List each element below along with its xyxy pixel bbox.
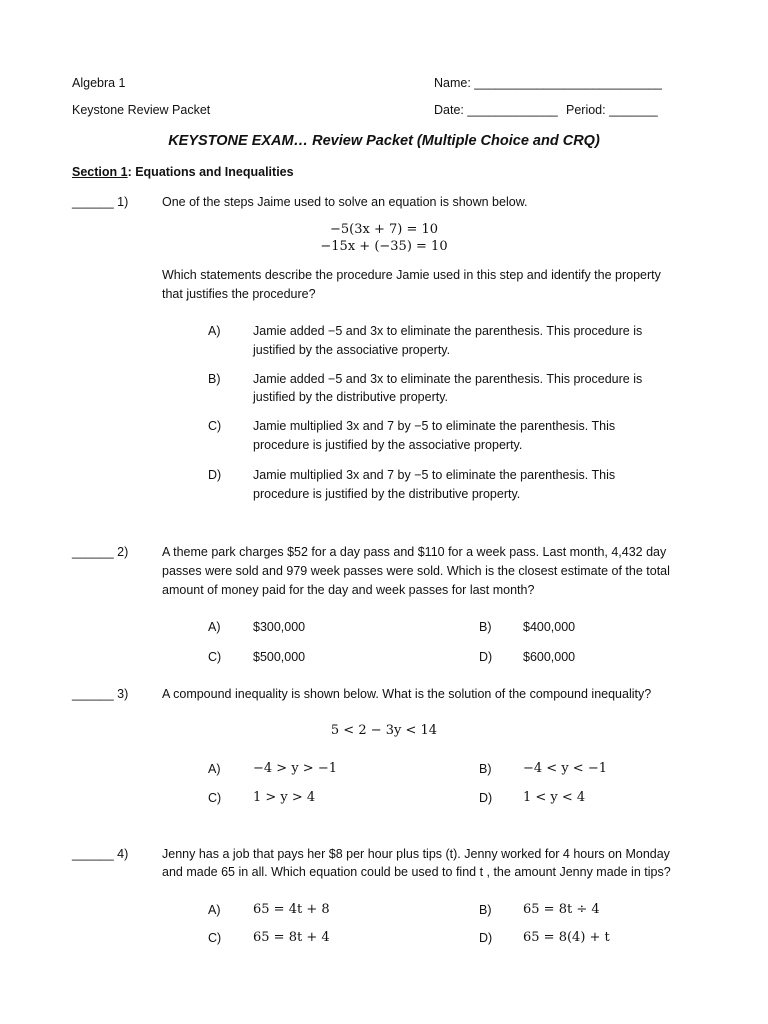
- q1-question-line-1: Which statements describe the procedure Jamie used in this step and identify the property: [162, 268, 661, 282]
- q4-line-1: Jenny has a job that pays her $8 per hour plus tips (t). Jenny worked for 4 hours on Monday: [162, 847, 670, 861]
- q1-equation-2: −15x + (−35) = 10: [320, 239, 448, 254]
- q3-choice-b-letter: B): [479, 762, 492, 776]
- packet-name: Keystone Review Packet: [72, 103, 211, 117]
- q1-equation-1: −5(3x + 7) = 10: [329, 222, 439, 237]
- q2-choice-d-text: $600,000: [523, 650, 576, 664]
- q1-choice-b-line-2: justified by the distributive property.: [253, 390, 449, 404]
- q4-choice-a-letter: A): [208, 903, 221, 917]
- name-field: Name: ___________________________: [434, 76, 662, 90]
- q2-choice-b-letter: B): [479, 620, 492, 634]
- q3-choice-d-text: 1 < y < 4: [523, 790, 586, 805]
- q4-choice-a-text: 65 = 4t + 8: [253, 902, 330, 917]
- q2-line-1: A theme park charges $52 for a day pass and $110 for a week pass. Last month, 4,432 day: [162, 545, 667, 559]
- q1-prompt: One of the steps Jaime used to solve an equation is shown below.: [162, 195, 528, 209]
- q3-choice-c-text: 1 > y > 4: [253, 790, 316, 805]
- q1-choice-d-line-2: procedure is justified by the distributive property.: [253, 487, 521, 501]
- q2-number: ______ 2): [72, 545, 129, 559]
- q1-choice-a-line-1: Jamie added −5 and 3x to eliminate the parenthesis. This procedure is: [253, 324, 643, 338]
- q4-choice-c-text: 65 = 8t + 4: [253, 930, 330, 945]
- q3-choice-a-text: −4 > y > −1: [253, 761, 337, 776]
- q3-choice-c-letter: C): [208, 791, 222, 805]
- q1-choice-a-line-2: justified by the associative property.: [253, 343, 451, 357]
- q4-choice-c-letter: C): [208, 931, 222, 945]
- course-name: Algebra 1: [72, 76, 126, 90]
- period-field: Period: _______: [566, 103, 658, 117]
- q3-prompt: A compound inequality is shown below. What is the solution of the compound inequality?: [162, 687, 652, 701]
- q2-choice-c-text: $500,000: [253, 650, 306, 664]
- section-rest: : Equations and Inequalities: [127, 165, 294, 179]
- q2-line-3: amount of money paid for the day and week passes for last month?: [162, 583, 535, 597]
- q2-choice-d-letter: D): [479, 650, 493, 664]
- q1-choice-c-line-1: Jamie multiplied 3x and 7 by −5 to eliminate the parenthesis. This: [253, 419, 616, 433]
- q1-number: ______ 1): [72, 195, 129, 209]
- date-field: Date: _____________: [434, 103, 558, 117]
- q2-choice-b-text: $400,000: [523, 620, 576, 634]
- q3-choice-b-text: −4 < y < −1: [523, 761, 607, 776]
- section-label: Section 1: [72, 165, 128, 179]
- q1-choice-d-line-1: Jamie multiplied 3x and 7 by −5 to eliminate the parenthesis. This: [253, 468, 616, 482]
- q4-choice-d-letter: D): [479, 931, 493, 945]
- q2-choice-a-text: $300,000: [253, 620, 306, 634]
- section-heading: [72, 165, 294, 179]
- q2-choice-a-letter: A): [208, 620, 221, 634]
- q1-question-line-2: that justifies the procedure?: [162, 287, 316, 301]
- q2-choice-c-letter: C): [208, 650, 222, 664]
- q3-number: ______ 3): [72, 687, 129, 701]
- q4-line-2: and made 65 in all. Which equation could be used to find t , the amount Jenny made in tips?: [162, 865, 671, 879]
- page-title: KEYSTONE EXAM… Review Packet (Multiple Choice and CRQ): [168, 133, 600, 149]
- q2-line-2: passes were sold and 979 week passes were sold. Which is the closest estimate of the total: [162, 564, 670, 578]
- q4-number: ______ 4): [72, 847, 129, 861]
- q3-choice-d-letter: D): [479, 791, 493, 805]
- q4-choice-d-text: 65 = 8(4) + t: [523, 930, 610, 945]
- q1-choice-d-letter: D): [208, 468, 222, 482]
- q3-choice-a-letter: A): [208, 762, 221, 776]
- q1-choice-c-letter: C): [208, 419, 222, 433]
- q4-choice-b-letter: B): [479, 903, 492, 917]
- q3-inequality: 5 < 2 − 3y < 14: [330, 723, 438, 738]
- q1-choice-b-letter: B): [208, 372, 221, 386]
- q1-choice-a-letter: A): [208, 324, 221, 338]
- q1-choice-b-line-1: Jamie added −5 and 3x to eliminate the parenthesis. This procedure is: [253, 372, 643, 386]
- q1-choice-c-line-2: procedure is justified by the associative property.: [253, 438, 523, 452]
- q4-choice-b-text: 65 = 8t ÷ 4: [523, 902, 600, 917]
